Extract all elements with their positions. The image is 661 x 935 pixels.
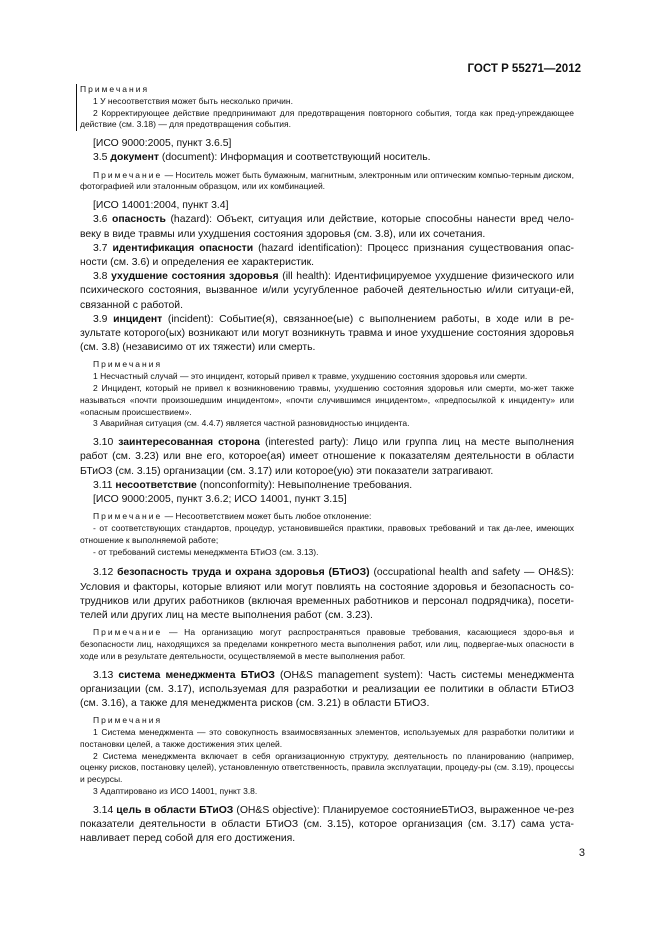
term-3-5: 3.5 документ (document): Информация и соответствующий носитель. — [93, 152, 431, 164]
note-3-11: Примечание — Несоответствием может быть любое отклонение: — [93, 511, 372, 522]
notes-block — [80, 715, 574, 798]
notes-block — [80, 359, 574, 430]
notes-block — [80, 511, 574, 558]
notes-title: Примечания — [93, 359, 163, 370]
note-item: 3 Аварийная ситуация (см. 4.4.7) является частной разновидностью инцидента. — [93, 418, 410, 429]
note-item: 2 Инцидент, который не привел к возникновению травмы, ухудшению состояния здоровья или смерти, мо-жет также называться «почти произошедшим инцидентом», «почти случившимся инцидентом», «предпосылкой к инциденту» или «опасным происшествием». — [80, 383, 574, 417]
notes-block — [76, 84, 574, 131]
term-3-12: 3.12 безопасность труда и охрана здоровья (БТиОЗ) (occupational health and safety — OH&S): Условия и факторы, которые влияют или могут повлиять на состояние здоровья и безопасность со-трудников или других работников (включая временных работников и персонал подрядчика), посети-телей или других лиц на месте выполнения работ (см. 3.23). — [80, 567, 574, 622]
note-item: 3 Адаптировано из ИСО 14001, пункт 3.8. — [93, 786, 258, 796]
reference: [ИСО 9000:2005, пункт 3.6.2; ИСО 14001, пункт 3.15] — [93, 494, 347, 506]
notes-title: Примечания — [93, 715, 163, 726]
document-header: ГОСТ Р 55271—2012 — [467, 63, 581, 75]
term-3-10: 3.10 заинтересованная сторона (interested party): Лицо или группа лиц на месте выполнения работ (см. 3.23) или вне его, которое(ая) имеет отношение к показателям деятельности в области БТиОЗ (см. 3.15) организации (см. 3.17) или которое(ую) эти показатели затрагивают. — [80, 437, 574, 477]
page-number: 3 — [578, 847, 585, 859]
notes-title: Примечания — [80, 84, 150, 94]
note-item: 2 Система менеджмента включает в себя организационную структуру, деятельность по планированию (например, оценку рисков, постановку целей), установленную ответственность, правила эксплуатации, процеду-ры (см. 3.19), процессы и ресурсы. — [80, 750, 574, 785]
note-dash-item: - от соответствующих стандартов, процедур, установившейся практики, правовых требований и так да-лее, имеющих отношение к выполняемой работе; — [80, 523, 574, 545]
note-item: 1 Система менеджмента — это совокупность взаимосвязанных элементов, используемых для разработки политики и постановки целей, а также достижения этих целей. — [80, 727, 574, 749]
note-item: 1 Несчастный случай — это инцидент, который привел к травме, ухудшению состояния здоровья или смерти. — [93, 371, 528, 382]
page-content — [80, 84, 574, 846]
reference: [ИСО 14001:2004, пункт 3.4] — [93, 200, 229, 212]
note-item: 1 У несоответствия может быть несколько причин. — [93, 95, 293, 106]
note-3-12: Примечание — На организацию могут распространяться правовые требования, касающиеся здоро-вья и безопасности лиц, находящихся за пределами конкретного места выполнения работ, или лиц, подвергае-мых опасности в ходе или в результате деятельности, осуществляемой в месте выполнения работ. — [80, 627, 574, 661]
note-dash-item: - от требований системы менеджмента БТиОЗ (см. 3.13). — [93, 546, 319, 557]
term-3-14: 3.14 цель в области БТиОЗ (OH&S objective): Планируемое состояниеБТиОЗ, выраженное че-рез показатели деятельности в области БТиОЗ (см. 3.15), которое организация (см. 3.17) сама уста-навливает перед собой для его достижения. — [80, 804, 574, 845]
reference: [ИСО 9000:2005, пункт 3.6.5] — [93, 138, 232, 150]
note-3-5: Примечание — Носитель может быть бумажным, магнитным, электронным или оптическим компью-терным диском, фотографией или эталонным образцом, или их комбинацией. — [80, 169, 574, 192]
term-3-7: 3.7 идентификация опасности (hazard identification): Процесс признания существования опас-ности (см. 3.6) и определения ее характеристик. — [80, 242, 574, 268]
term-3-6: 3.6 опасность (hazard): Объект, ситуация или действие, которые способны нанести вред чело-веку в виде травмы или ухудшения состояния здоровья (см. 3.8), или их сочетания. — [80, 214, 574, 240]
term-3-13: 3.13 система менеджмента БТиОЗ (OH&S management system): Часть системы менеджмента организации (см. 3.17), используемая для разработки и реализации ее политики в области БТиОЗ (см. 3.16), а также для менеджмента рисков (см. 3.21) в области БТиОЗ. — [80, 669, 574, 710]
term-3-9: 3.9 инцидент (incident): Событие(я), связанное(ые) с выполнением работы, в ходе или в ре-зультате которого(ых) возникают или могут возникнуть травма и иное ухудшение состояния здоровья (см. 3.8) (независимо от их тяжести) или смерть. — [80, 313, 574, 354]
term-3-11: 3.11 несоответствие (nonconformity): Невыполнение требования. — [93, 479, 413, 491]
term-3-8: 3.8 ухудшение состояния здоровья (ill health): Идентифицируемое ухудшение физического или психического состояния, вызванное и/или усугубленное рабочей деятельностью и/или ситуаци-ей, связанной с работой. — [80, 271, 574, 311]
note-item: 2 Корректирующее действие предпринимают для предотвращения повторного события, тогда как пред-упреждающее действие (см. 3.18) — для предотвращения события. — [80, 107, 574, 130]
